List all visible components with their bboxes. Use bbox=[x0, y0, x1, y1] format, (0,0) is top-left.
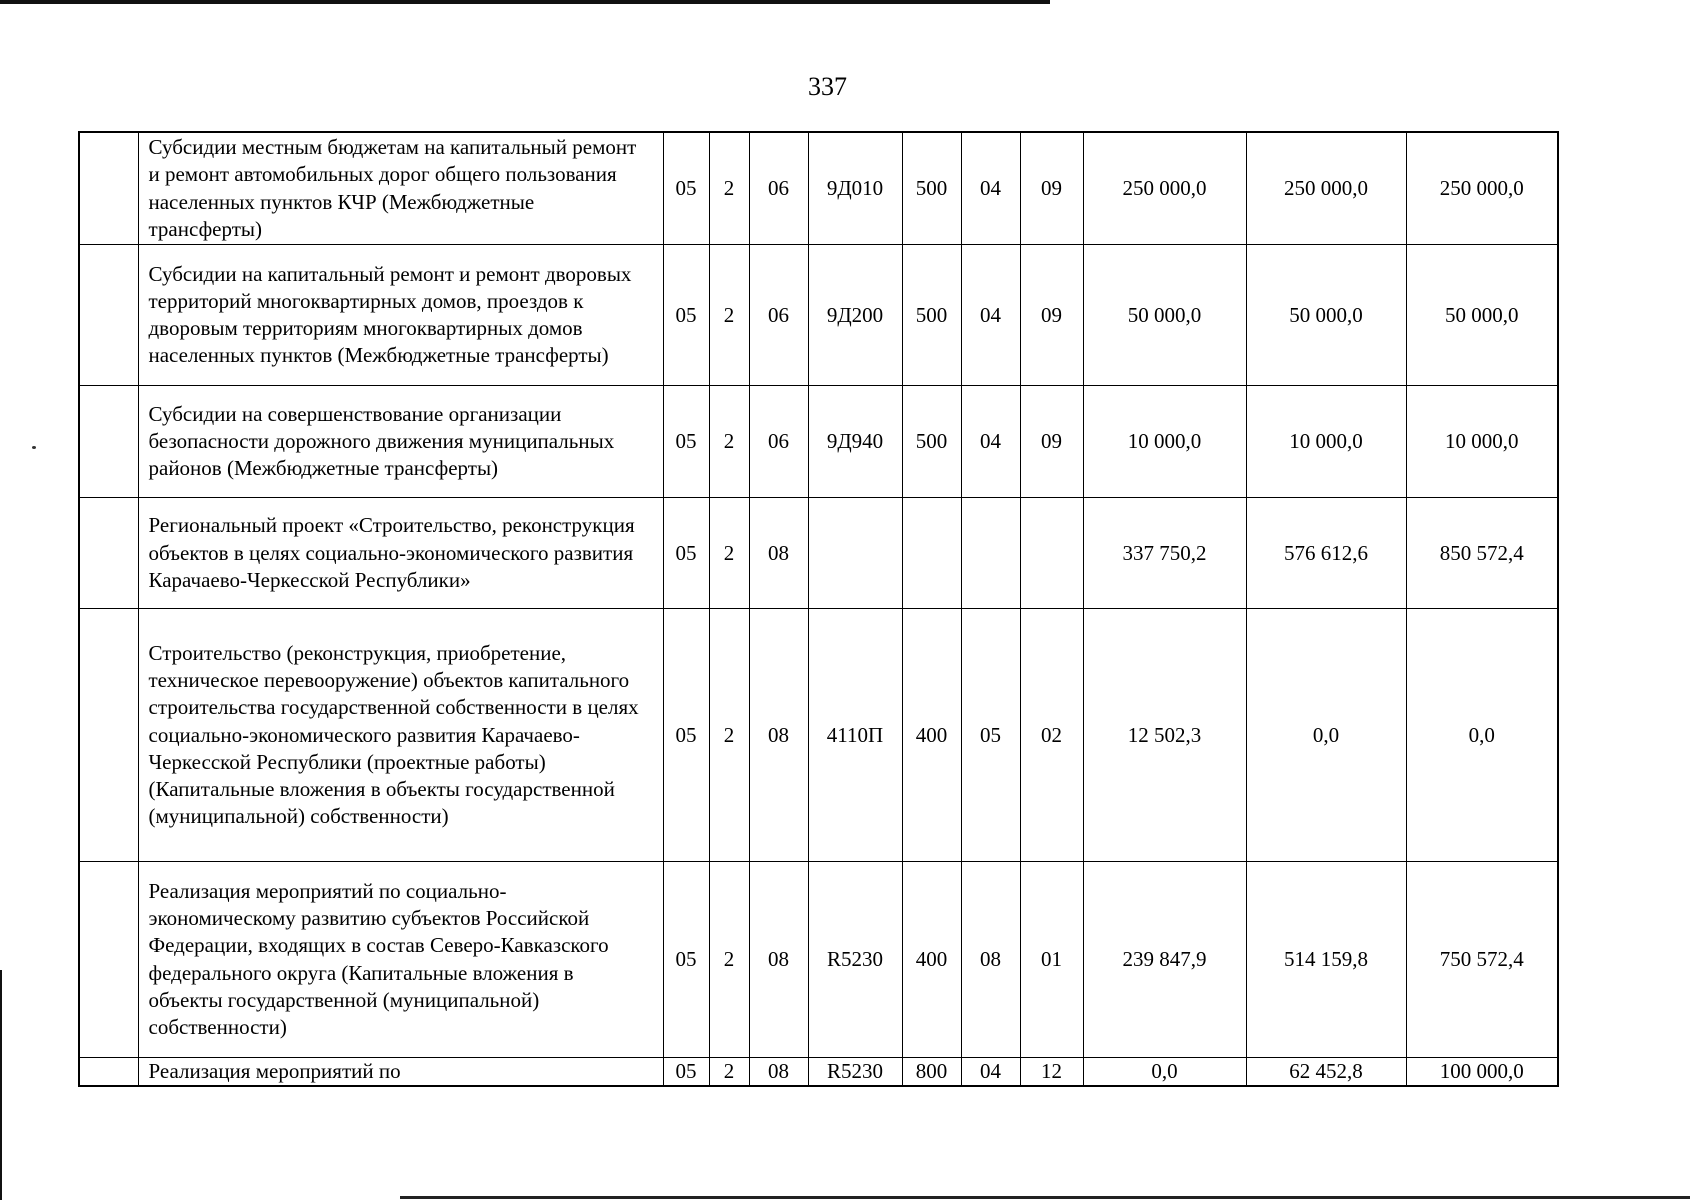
code-cell: 06 bbox=[749, 245, 808, 386]
amount-cell: 514 159,8 bbox=[1246, 862, 1406, 1058]
code-cell: 400 bbox=[902, 609, 961, 862]
code-cell: 04 bbox=[961, 386, 1020, 498]
table-row bbox=[79, 609, 1558, 862]
code-cell: 800 bbox=[902, 1058, 961, 1087]
code-cell: 500 bbox=[902, 245, 961, 386]
code-cell: 2 bbox=[709, 386, 749, 498]
code-cell: 500 bbox=[902, 132, 961, 245]
code-cell: 9Д010 bbox=[808, 132, 902, 245]
code-cell: 09 bbox=[1020, 132, 1083, 245]
item-name-cell: Реализация мероприятий по bbox=[138, 1058, 663, 1087]
amount-cell: 50 000,0 bbox=[1406, 245, 1558, 386]
row-number-cell bbox=[79, 386, 138, 498]
amount-cell: 50 000,0 bbox=[1246, 245, 1406, 386]
scan-edge-top bbox=[0, 0, 1050, 4]
code-cell: 2 bbox=[709, 245, 749, 386]
amount-cell: 50 000,0 bbox=[1083, 245, 1246, 386]
row-number-cell bbox=[79, 862, 138, 1058]
code-cell: 05 bbox=[961, 609, 1020, 862]
code-cell: 9Д940 bbox=[808, 386, 902, 498]
code-cell: 05 bbox=[663, 862, 709, 1058]
table-row bbox=[79, 245, 1558, 386]
code-cell: 05 bbox=[663, 609, 709, 862]
code-cell: 08 bbox=[749, 498, 808, 609]
row-number-cell bbox=[79, 498, 138, 609]
scan-speck bbox=[32, 446, 36, 449]
item-name-cell: Строительство (реконструкция, приобретение, техническое перевооружение) объектов капитального строительства государственной собственности в целях социально-экономического развития Карачаево-Черкесской Республики (проектные работы) (Капитальные вложения в объекты государственной (муниципальной) собственности) bbox=[138, 609, 663, 862]
code-cell bbox=[808, 498, 902, 609]
amount-cell: 10 000,0 bbox=[1246, 386, 1406, 498]
code-cell: 05 bbox=[663, 498, 709, 609]
code-cell bbox=[1020, 498, 1083, 609]
code-cell: 06 bbox=[749, 386, 808, 498]
amount-cell: 0,0 bbox=[1246, 609, 1406, 862]
code-cell: 02 bbox=[1020, 609, 1083, 862]
code-cell: 04 bbox=[961, 1058, 1020, 1087]
item-name-cell: Субсидии на совершенствование организации безопасности дорожного движения муниципальных районов (Межбюджетные трансферты) bbox=[138, 386, 663, 498]
code-cell: R5230 bbox=[808, 862, 902, 1058]
code-cell: 500 bbox=[902, 386, 961, 498]
item-name-cell: Субсидии местным бюджетам на капитальный ремонт и ремонт автомобильных дорог общего пользования населенных пунктов КЧР (Межбюджетные трансферты) bbox=[138, 132, 663, 245]
code-cell: 2 bbox=[709, 862, 749, 1058]
code-cell: 2 bbox=[709, 609, 749, 862]
page-number: 337 bbox=[808, 72, 847, 101]
code-cell: 05 bbox=[663, 386, 709, 498]
amount-cell: 10 000,0 bbox=[1406, 386, 1558, 498]
amount-cell: 576 612,6 bbox=[1246, 498, 1406, 609]
amount-cell: 850 572,4 bbox=[1406, 498, 1558, 609]
scan-edge-left bbox=[0, 970, 2, 1200]
amount-cell: 750 572,4 bbox=[1406, 862, 1558, 1058]
code-cell bbox=[902, 498, 961, 609]
amount-cell: 239 847,9 bbox=[1083, 862, 1246, 1058]
amount-cell: 337 750,2 bbox=[1083, 498, 1246, 609]
code-cell: 09 bbox=[1020, 386, 1083, 498]
amount-cell: 10 000,0 bbox=[1083, 386, 1246, 498]
code-cell: 2 bbox=[709, 1058, 749, 1087]
amount-cell: 0,0 bbox=[1406, 609, 1558, 862]
code-cell: 06 bbox=[749, 132, 808, 245]
amount-cell: 250 000,0 bbox=[1246, 132, 1406, 245]
amount-cell: 250 000,0 bbox=[1083, 132, 1246, 245]
scan-edge-bottom bbox=[400, 1196, 1690, 1199]
code-cell: 09 bbox=[1020, 245, 1083, 386]
budget-table bbox=[78, 131, 1559, 1087]
code-cell: 05 bbox=[663, 132, 709, 245]
amount-cell: 250 000,0 bbox=[1406, 132, 1558, 245]
code-cell: 05 bbox=[663, 245, 709, 386]
code-cell: 01 bbox=[1020, 862, 1083, 1058]
code-cell: 2 bbox=[709, 498, 749, 609]
code-cell: 04 bbox=[961, 132, 1020, 245]
row-number-cell bbox=[79, 1058, 138, 1087]
row-number-cell bbox=[79, 245, 138, 386]
code-cell: 9Д200 bbox=[808, 245, 902, 386]
amount-cell: 0,0 bbox=[1083, 1058, 1246, 1087]
code-cell: 12 bbox=[1020, 1058, 1083, 1087]
table-row bbox=[79, 132, 1558, 245]
code-cell: 05 bbox=[663, 1058, 709, 1087]
table-row bbox=[79, 862, 1558, 1058]
amount-cell: 12 502,3 bbox=[1083, 609, 1246, 862]
item-name-cell: Субсидии на капитальный ремонт и ремонт дворовых территорий многоквартирных домов, проездов к дворовым территориям многоквартирных домов населенных пунктов (Межбюджетные трансферты) bbox=[138, 245, 663, 386]
code-cell: 08 bbox=[961, 862, 1020, 1058]
row-number-cell bbox=[79, 132, 138, 245]
row-number-cell bbox=[79, 609, 138, 862]
code-cell: 2 bbox=[709, 132, 749, 245]
code-cell: 08 bbox=[749, 862, 808, 1058]
code-cell: R5230 bbox=[808, 1058, 902, 1087]
code-cell: 400 bbox=[902, 862, 961, 1058]
code-cell: 08 bbox=[749, 609, 808, 862]
code-cell: 4110П bbox=[808, 609, 902, 862]
table-row bbox=[79, 498, 1558, 609]
item-name-cell: Реализация мероприятий по социально-экономическому развитию субъектов Российской Федерации, входящих в состав Северо-Кавказского федерального округа (Капитальные вложения в объекты государственной (муниципальной) собственности) bbox=[138, 862, 663, 1058]
code-cell: 08 bbox=[749, 1058, 808, 1087]
amount-cell: 100 000,0 bbox=[1406, 1058, 1558, 1087]
item-name-cell: Региональный проект «Строительство, реконструкция объектов в целях социально-экономического развития Карачаево-Черкесской Республики» bbox=[138, 498, 663, 609]
amount-cell: 62 452,8 bbox=[1246, 1058, 1406, 1087]
table-row bbox=[79, 1058, 1558, 1087]
code-cell bbox=[961, 498, 1020, 609]
table-row bbox=[79, 386, 1558, 498]
code-cell: 04 bbox=[961, 245, 1020, 386]
